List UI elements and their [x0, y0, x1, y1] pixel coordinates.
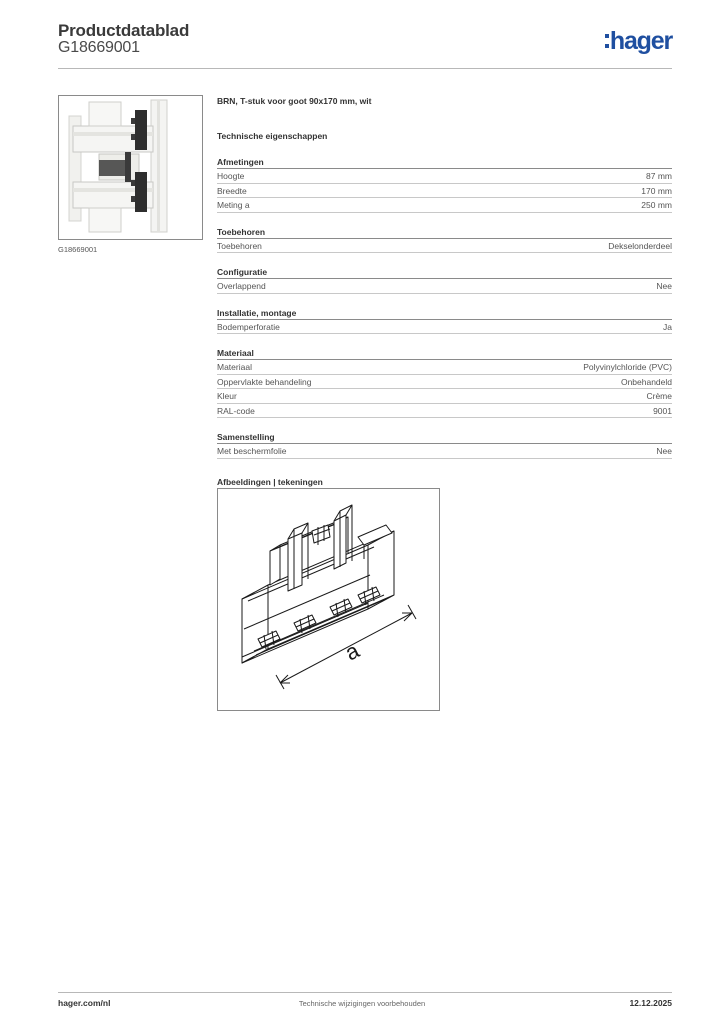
row-value: Onbehandeld [620, 376, 672, 387]
row-label: Oppervlakte behandeling [217, 376, 312, 387]
row-value: 170 mm [641, 185, 672, 196]
table-row [217, 279, 672, 294]
logo-wordmark: hager [609, 27, 672, 55]
row-label: Meting a [217, 200, 250, 210]
table-row [217, 375, 672, 390]
group-title-dimensions: Afmetingen [217, 157, 672, 169]
group-title-configuration: Configuratie [217, 267, 672, 279]
row-label: Met beschermfolie [217, 446, 287, 456]
table-row [217, 444, 672, 459]
row-value: Crème [646, 391, 672, 401]
table-row [217, 184, 672, 199]
table-row [217, 239, 672, 254]
row-value: 87 mm [646, 171, 672, 181]
product-photo-illustration [59, 96, 203, 240]
table-row [217, 389, 672, 404]
table-row [217, 320, 672, 335]
hager-logo [605, 26, 672, 56]
product-photo [58, 95, 203, 240]
row-value: Polyvinylchloride (PVC) [583, 362, 672, 372]
footer-notice: Technische wijzigingen voorbehouden [298, 999, 426, 1008]
product-code: G18669001 [58, 39, 140, 56]
product-name: BRN, T-stuk voor goot 90x170 mm, wit [217, 96, 372, 106]
group-title-composition: Samenstelling [217, 432, 672, 444]
group-title-installation: Installatie, montage [217, 308, 672, 320]
drawings-title: Afbeeldingen | tekeningen [217, 476, 323, 487]
footer-website: hager.com/nl [58, 998, 111, 1008]
footer-date: 12.12.2025 [629, 998, 672, 1008]
technical-drawing-illustration [218, 489, 440, 711]
group-title-accessories: Toebehoren [217, 227, 672, 239]
row-value: Dekselonderdeel [608, 240, 672, 251]
technical-drawing [217, 488, 440, 711]
row-label: Materiaal [217, 362, 252, 372]
row-label: Toebehoren [217, 240, 262, 251]
group-title-material: Materiaal [217, 348, 672, 360]
row-label: Bodemperforatie [217, 321, 280, 332]
dimension-label-a: a [340, 637, 364, 666]
page-title: Productdatablad [58, 21, 190, 40]
table-row [217, 360, 672, 375]
row-label: Kleur [217, 391, 237, 401]
row-value: 9001 [653, 405, 672, 416]
logo-colon-icon [605, 34, 609, 48]
row-value: Nee [656, 446, 672, 456]
table-row [217, 198, 672, 213]
technical-properties [217, 96, 672, 491]
table-row [217, 404, 672, 419]
row-value: Ja [663, 321, 672, 332]
footer-divider [58, 992, 672, 993]
header-divider [58, 68, 672, 69]
row-label: Hoogte [217, 171, 245, 181]
photo-caption: G18669001 [58, 245, 98, 254]
row-value: Nee [656, 281, 672, 291]
section-title: Technische eigenschappen [217, 131, 328, 141]
row-label: Breedte [217, 185, 247, 196]
row-value: 250 mm [641, 200, 672, 210]
row-label: Overlappend [217, 281, 266, 291]
row-label: RAL-code [217, 405, 255, 416]
table-row [217, 169, 672, 184]
